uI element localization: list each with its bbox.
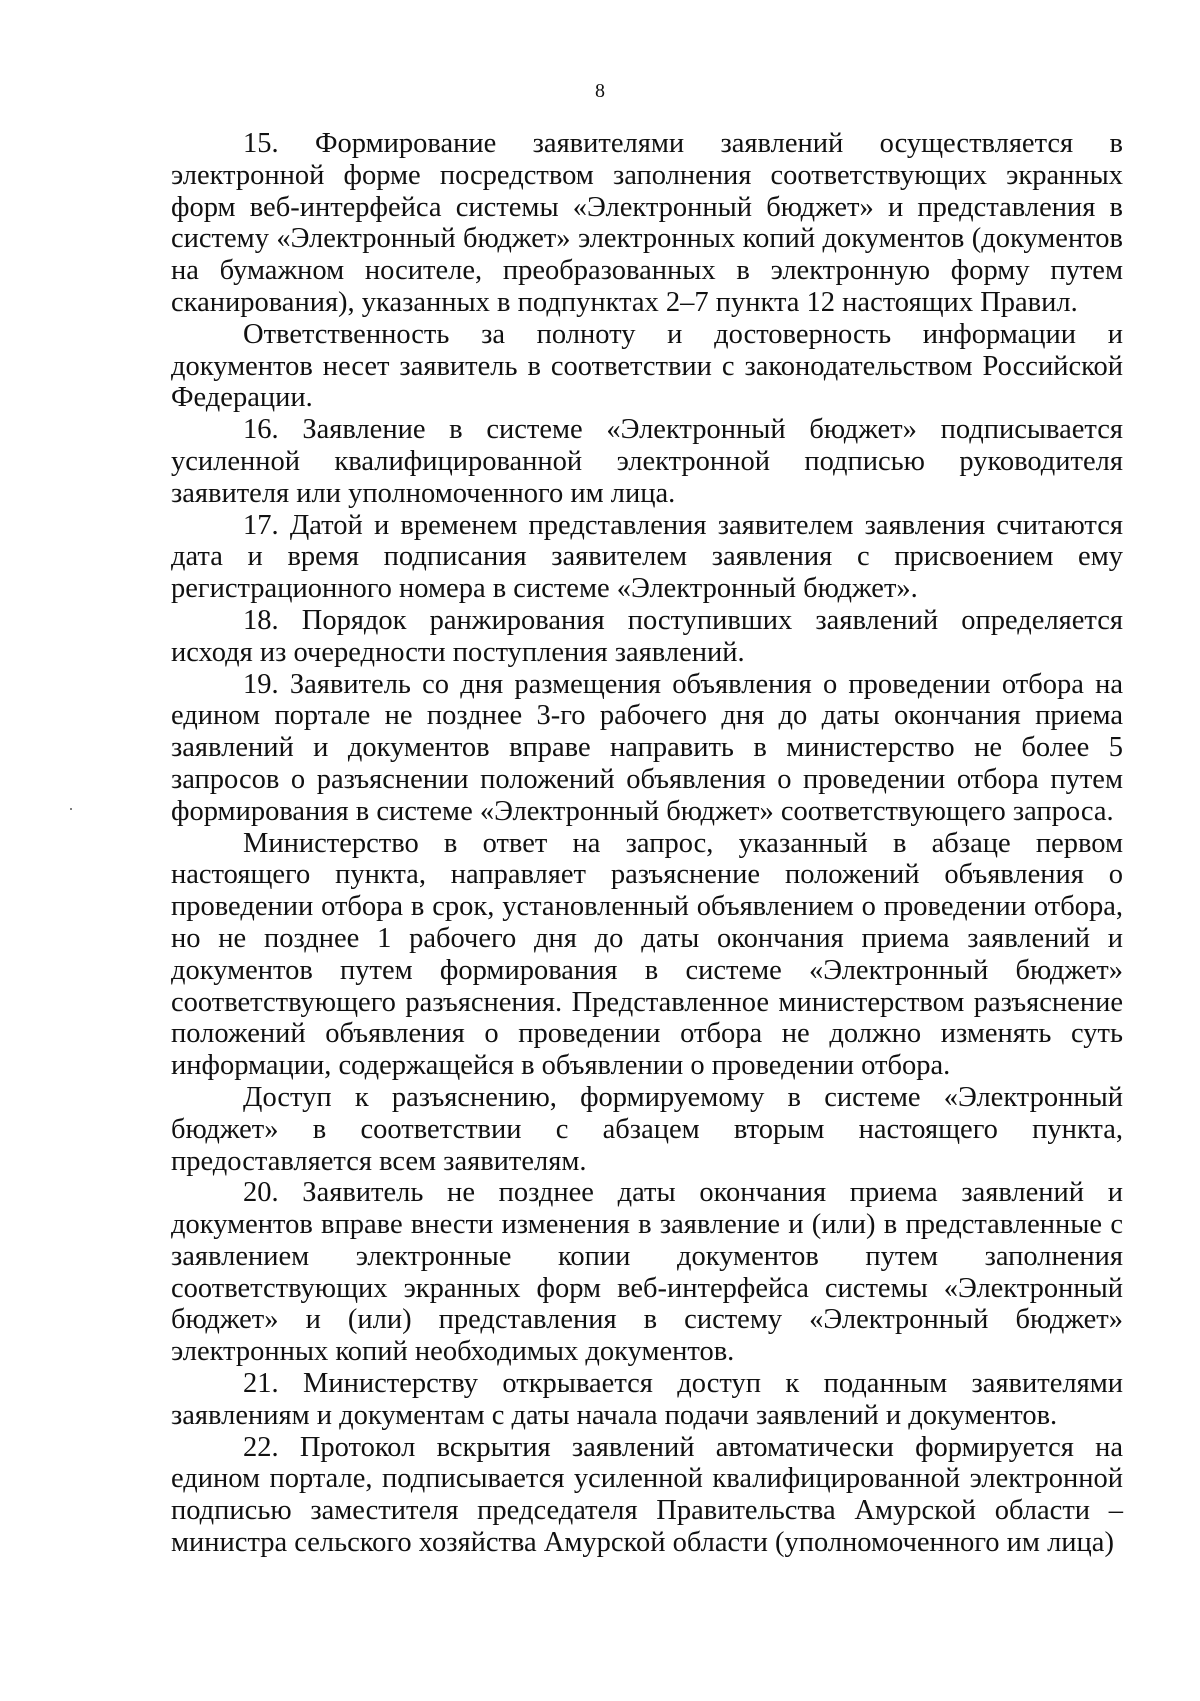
paragraph-22: 22. Протокол вскрытия заявлений автоматически формируется на едином портале, подписывается усиленной квалифицированной электронной подписью заместителя председателя Правительства Амурской области – министра сельского хозяйства Амурской области (уполномоченного им лица) [171,1431,1123,1559]
paragraph-19: 19. Заявитель со дня размещения объявления о проведении отбора на едином портале не позднее 3-го рабочего дня до даты окончания приема заявлений и документов вправе направить в министерство не более 5 запросов о разъяснении положений объявления о проведении отбора путем формирования в системе «Электронный бюджет» соответствующего запроса. [171,668,1123,827]
paragraph-16: 16. Заявление в системе «Электронный бюджет» подписывается усиленной квалифицированной электронной подписью руководителя заявителя или уполномоченного им лица. [171,414,1123,509]
paragraph-21: 21. Министерству открывается доступ к поданным заявителями заявлениям и документам с даты начала подачи заявлений и документов. [171,1368,1123,1431]
page-number: 8 [595,80,605,102]
scan-speck [70,808,72,810]
paragraph-15-responsibility: Ответственность за полноту и достоверность информации и документов несет заявитель в соответствии с законодательством Российской Федерации. [171,318,1123,414]
paragraph-19-access: Доступ к разъяснению, формируемому в системе «Электронный бюджет» в соответствии с абзацем вторым настоящего пункта, предоставляется всем заявителям. [171,1081,1123,1177]
paragraph-18: 18. Порядок ранжирования поступивших заявлений определяется исходя из очередности поступления заявлений. [171,604,1123,668]
paragraph-19-ministry-response: Министерство в ответ на запрос, указанный в абзаце первом настоящего пункта, направляет разъяснение положений объявления о проведении отбора в срок, установленный объявлением о проведении отбора, но не позднее 1 рабочего дня до даты окончания приема заявлений и документов путем формирования в системе «Электронный бюджет» соответствующего разъяснения. Представленное министерством разъяснение положений объявления о проведении отбора не должно изменять суть информации, содержащейся в объявлении о проведении отбора. [171,827,1123,1082]
paragraph-15: 15. Формирование заявителями заявлений осуществляется в электронной форме посредством заполнения соответствующих экранных форм веб-интерфейса системы «Электронный бюджет» и представления в систему «Электронный бюджет» электронных копий документов (документов на бумажном носителе, преобразованных в электронную форму путем сканирования), указанных в подпунктах 2–7 пункта 12 настоящих Правил. [171,128,1123,318]
paragraph-17: 17. Датой и временем представления заявителем заявления считаются дата и время подписания заявителем заявления с присвоением ему регистрационного номера в системе «Электронный бюджет». [171,509,1123,605]
paragraph-20: 20. Заявитель не позднее даты окончания приема заявлений и документов вправе внести изменения в заявление и (или) в представленные с заявлением электронные копии документов путем заполнения соответствующих экранных форм веб-интерфейса системы «Электронный бюджет» и (или) представления в систему «Электронный бюджет» электронных копий необходимых документов. [171,1177,1123,1368]
document-body [171,128,1123,1559]
